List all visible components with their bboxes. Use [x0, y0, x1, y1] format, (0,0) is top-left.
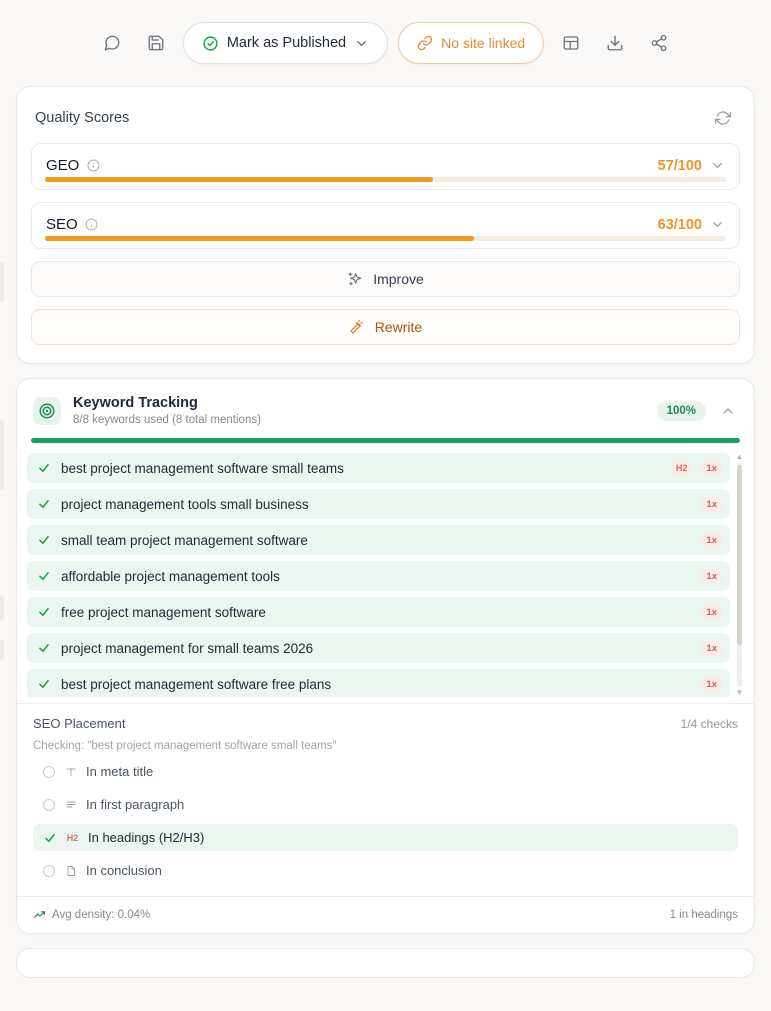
seo-placement-list [33, 758, 738, 884]
keyword-list-scrollbar[interactable] [735, 453, 744, 697]
paragraph-icon [64, 799, 77, 811]
seo-placement-label: In meta title [86, 764, 154, 779]
layout-glyph [562, 34, 580, 52]
seo-density-label: Avg density: 0.04% [52, 908, 151, 921]
quality-scores-card [16, 86, 755, 364]
site-link-label: No site linked [441, 35, 526, 51]
keyword-mention-count: 1x [701, 569, 722, 584]
score-row-geo-inner [32, 144, 739, 189]
share-glyph [650, 34, 668, 52]
sparkle-icon [347, 271, 363, 287]
keyword-mention-count: 1x [701, 641, 722, 656]
edge-artifact-2 [0, 420, 4, 490]
keyword-text: best project management software small teams [61, 460, 344, 476]
check-icon [43, 831, 57, 845]
refresh-glyph [715, 110, 731, 126]
info-icon[interactable] [85, 218, 99, 232]
score-row-geo[interactable] [31, 143, 740, 190]
quality-scores-header [17, 87, 754, 143]
score-seo-progress [45, 236, 726, 241]
score-seo-progress-fill [45, 236, 474, 241]
unchecked-radio-icon [43, 799, 55, 811]
seo-placement-item[interactable] [33, 857, 738, 884]
download-glyph [606, 34, 624, 52]
keyword-text: free project management software [61, 604, 266, 620]
unchecked-radio-icon [43, 766, 55, 778]
keyword-list-item[interactable] [27, 633, 730, 663]
keyword-progress-bar [31, 438, 740, 443]
document-icon [64, 865, 77, 877]
rewrite-button[interactable] [31, 309, 740, 345]
keyword-heading-tag: H2 [672, 461, 692, 475]
top-toolbar [0, 0, 771, 86]
publish-label: Mark as Published [226, 35, 347, 51]
keyword-text: affordable project management tools [61, 568, 280, 584]
save-icon[interactable] [139, 26, 173, 60]
score-seo-left [46, 216, 99, 233]
target-icon [33, 397, 61, 425]
chevron-down-icon[interactable] [710, 217, 725, 232]
score-seo-value: 63/100 [657, 216, 702, 233]
unchecked-radio-icon [43, 865, 55, 877]
edge-artifact-3 [0, 595, 4, 621]
score-geo-progress-fill [45, 177, 433, 182]
seo-headings-count: 1 in headings [669, 908, 738, 921]
link-icon [417, 35, 433, 51]
card-padding [17, 357, 754, 363]
keyword-mention-count: 1x [701, 497, 722, 512]
layout-icon[interactable] [554, 26, 588, 60]
no-site-linked-button[interactable] [398, 22, 544, 64]
seo-placement-title: SEO Placement [33, 716, 126, 731]
edge-artifact-1 [0, 262, 4, 302]
seo-placement-footer [17, 896, 754, 933]
seo-placement-checks: 1/4 checks [680, 716, 738, 731]
seo-placement-header [33, 716, 738, 731]
keyword-tracking-card [16, 378, 755, 934]
keyword-mention-count: 1x [701, 605, 722, 620]
improve-label: Improve [373, 271, 424, 287]
chevron-down-icon [354, 36, 369, 51]
keyword-list [27, 453, 730, 697]
keyword-list-item[interactable] [27, 453, 730, 483]
seo-placement-label: In headings (H2/H3) [88, 830, 205, 845]
score-geo-progress [45, 177, 726, 182]
keyword-tracking-subtitle: 8/8 keywords used (8 total mentions) [73, 414, 261, 426]
score-geo-value: 57/100 [657, 157, 702, 174]
scroll-down-arrow-icon[interactable]: ▼ [735, 688, 744, 697]
keyword-text: best project management software free plans [61, 676, 332, 692]
keyword-list-wrapper [27, 453, 744, 697]
h2-icon: H2 [66, 832, 79, 843]
check-icon [37, 533, 51, 547]
mark-as-published-button[interactable] [183, 22, 388, 64]
seo-placement-section [17, 703, 754, 884]
seo-placement-item[interactable] [33, 824, 738, 851]
keyword-list-item[interactable] [27, 489, 730, 519]
keyword-tracking-header [17, 379, 754, 438]
keyword-list-item[interactable] [27, 561, 730, 591]
seo-placement-item[interactable] [33, 758, 738, 785]
keyword-text: small team project management software [61, 532, 308, 548]
check-icon [37, 497, 51, 511]
check-circle-icon [202, 35, 219, 52]
check-icon [37, 677, 51, 691]
comment-icon[interactable] [95, 26, 129, 60]
seo-checking-text: Checking: "best project management software small teams" [33, 740, 337, 752]
improve-button[interactable] [31, 261, 740, 297]
keyword-list-item[interactable] [27, 525, 730, 555]
keyword-percent-badge: 100% [657, 401, 706, 421]
keyword-list-item[interactable] [27, 597, 730, 627]
check-icon [37, 569, 51, 583]
check-icon [37, 461, 51, 475]
edge-artifact-4 [0, 640, 4, 660]
keyword-tracking-titles [73, 395, 645, 426]
seo-placement-item[interactable] [33, 791, 738, 818]
text-icon [64, 766, 77, 778]
save-glyph [147, 34, 165, 52]
score-geo-right [658, 158, 725, 174]
refresh-icon[interactable] [710, 105, 736, 131]
score-seo-name: SEO [46, 216, 78, 233]
wand-icon [349, 319, 365, 335]
scrollbar-track[interactable] [737, 463, 742, 687]
info-icon[interactable] [86, 159, 100, 173]
score-geo-name: GEO [46, 157, 80, 174]
check-icon [37, 605, 51, 619]
download-icon[interactable] [598, 26, 632, 60]
keyword-text: project management for small teams 2026 [61, 640, 314, 656]
keyword-mention-count: 1x [701, 677, 722, 692]
scroll-up-arrow-icon[interactable]: ▲ [735, 453, 744, 461]
chevron-down-icon[interactable] [710, 158, 725, 173]
page-title: Quality Scores [35, 110, 130, 126]
keyword-list-item[interactable] [27, 669, 730, 697]
score-seo-right [658, 217, 725, 233]
scrollbar-thumb[interactable] [737, 465, 742, 645]
seo-density [33, 908, 150, 921]
rewrite-label: Rewrite [374, 319, 423, 335]
keyword-mention-count: 1x [701, 461, 722, 476]
trend-up-icon [33, 908, 46, 921]
next-card-stub [16, 948, 755, 978]
keyword-progress-fill [31, 438, 740, 443]
chevron-up-icon[interactable] [718, 401, 738, 421]
score-row-seo-inner [32, 203, 739, 248]
score-geo-left [46, 157, 100, 174]
score-row-seo[interactable] [31, 202, 740, 249]
comment-glyph [103, 34, 121, 52]
seo-placement-label: In conclusion [86, 863, 162, 878]
keyword-tracking-title: Keyword Tracking [73, 395, 198, 411]
keyword-text: project management tools small business [61, 496, 309, 512]
seo-placement-label: In first paragraph [86, 797, 185, 812]
keyword-mention-count: 1x [701, 533, 722, 548]
share-icon[interactable] [642, 26, 676, 60]
check-icon [37, 641, 51, 655]
